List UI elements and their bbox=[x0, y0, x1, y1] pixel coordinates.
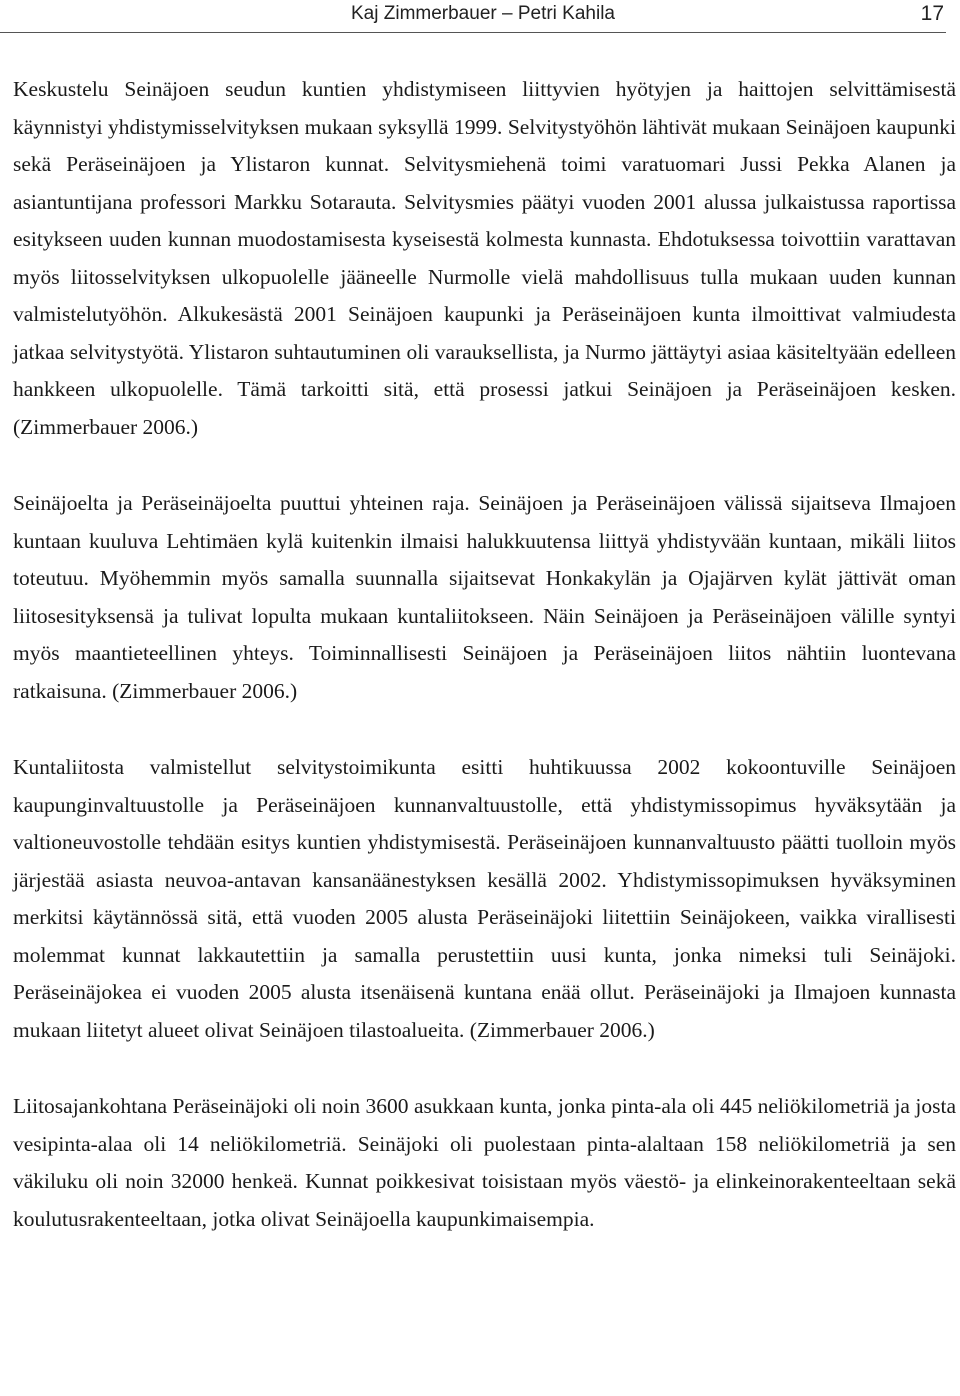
page-header bbox=[0, 0, 960, 32]
paragraph: Keskustelu Seinäjoen seudun kuntien yhdistymiseen liittyvien hyötyjen ja haittojen selvittämisestä käynnistyi yhdistymisselvityksen mukaan syksyllä 1999. Selvitystyöhön lähtivät mukaan Seinäjoen kaupunki sekä Peräseinäjoen ja Ylistaron kunnat. Selvitysmiehenä toimi varatuomari Jussi Pekka Alanen ja asiantuntijana professori Markku Sotarauta. Selvitysmies päätyi vuoden 2001 alussa julkaistussa raportissa esitykseen uuden kunnan muodostamisesta kyseisestä kolmesta kunnasta. Ehdotuksessa toivottiin varattavan myös liitosselvityksen ulkopuolelle jääneelle Nurmolle vielä mahdollisuus tulla mukaan uuden kunnan valmistelutyöhön. Alkukesästä 2001 Seinäjoen kaupunki ja Peräseinäjoen kunta ilmoittivat valmiudesta jatkaa selvitystyötä. Ylistaron suhtautuminen oli varauksellista, ja Nurmo jättäytyi asiaa käsiteltyään edelleen hankkeen ulkopuolelle. Tämä tarkoitti sitä, että prosessi jatkui Seinäjoen ja Peräseinäjoen kesken. (Zimmerbauer 2006.) bbox=[13, 77, 956, 439]
header-divider bbox=[0, 32, 946, 33]
paragraph: Seinäjoelta ja Peräseinäjoelta puuttui yhteinen raja. Seinäjoen ja Peräseinäjoen välissä sijaitseva Ilmajoen kuntaan kuuluva Lehtimäen kylä kuitenkin ilmaisi halukkuutensa liittyä yhdistyvään kuntaan, mikäli liitos toteutuu. Myöhemmin myös samalla suunnalla sijaitsevat Honkakylän ja Ojajärven kylät jättivät oman liitosesityksensä ja tulivat lopulta mukaan kuntaliitokseen. Näin Seinäjoen ja Peräseinäjoen välille syntyi myös maantieteellinen yhteys. Toiminnallisesti Seinäjoen ja Peräseinäjoen liitos nähtiin luontevana ratkaisuna. (Zimmerbauer 2006.) bbox=[13, 491, 956, 703]
paragraph: Liitosajankohtana Peräseinäjoki oli noin 3600 asukkaan kunta, jonka pinta-ala oli 445 neliökilometriä ja josta vesipinta-alaa oli 14 neliökilometriä. Seinäjoki oli puolestaan pinta-alaltaan 158 neliökilometriä ja sen väkiluku oli noin 32000 henkeä. Kunnat poikkesivat toisistaan myös väestö- ja elinkeinorakenteeltaan sekä koulutusrakenteeltaan, jotka olivat Seinäjoella kaupunkimaisempia. bbox=[13, 1094, 956, 1231]
page-number: 17 bbox=[920, 2, 944, 25]
running-header-authors: Kaj Zimmerbauer – Petri Kahila bbox=[351, 3, 615, 24]
body-text bbox=[13, 71, 956, 1238]
paragraph: Kuntaliitosta valmistellut selvitystoimikunta esitti huhtikuussa 2002 kokoontuville Seinäjoen kaupunginvaltuustolle ja Peräseinäjoen kunnanvaltuustolle, että yhdistymissopimus hyväksytään ja valtioneuvostolle tehdään esitys kuntien yhdistymisestä. Peräseinäjoen kunnanvaltuusto päätti tuolloin myös järjestää asiasta neuvoa-antavan kansanäänestyksen kesällä 2002. Yhdistymissopimuksen hyväksyminen merkitsi käytännössä sitä, että vuoden 2005 alusta Peräseinäjoki liitettiin Seinäjokeen, vaikka virallisesti molemmat kunnat lakkautettiin ja samalla perustettiin uusi kunta, jonka nimeksi tuli Seinäjoki. Peräseinäjokea ei vuoden 2005 alusta itsenäisenä kuntana enää ollut. Peräseinäjoki ja Ilmajoen kunnasta mukaan liitetyt alueet olivat Seinäjoen tilastoalueita. (Zimmerbauer 2006.) bbox=[13, 755, 956, 1042]
